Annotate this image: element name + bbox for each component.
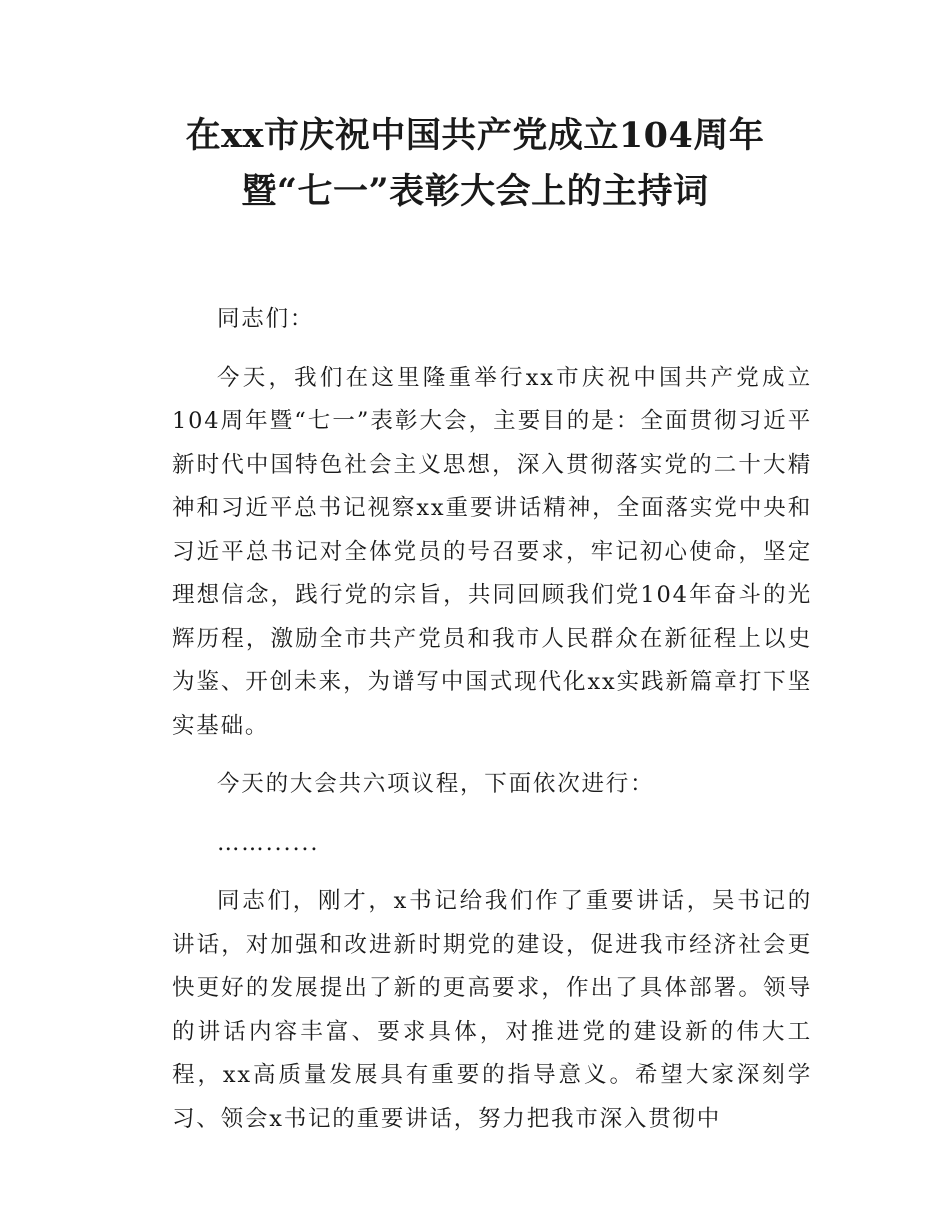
salutation-paragraph: 同志们：	[217, 306, 315, 332]
document-title: 在xx市庆祝中国共产党成立104周年暨“七一”表彰大会上的主持词	[185, 115, 765, 212]
closing-paragraph: 同志们，刚才，x书记给我们作了重要讲话，吴书记的讲话，对加强和改进新时期党的建设，促进我市经济社会更快更好的发展提出了新的更高要求，作出了具体部署。领导的讲话内容丰富、要求具体，对推进党的建设新的伟大工程，xx高质量发展具有重要的指导意义。希望大家深刻学习、领会x书记的重要讲话，努力把我市深入贯彻中	[172, 888, 812, 1132]
opening-paragraph: 今天，我们在这里隆重举行xx市庆祝中国共产党成立104周年暨“七一”表彰大会，主要目的是：全面贯彻习近平新时代中国特色社会主义思想，深入贯彻落实党的二十大精神和习近平总书记视察xx重要讲话精神，全面落实党中央和习近平总书记对全体党员的号召要求，牢记初心使命，坚定理想信念，践行党的宗旨，共同回顾我们党104年奋斗的光辉历程，激励全市共产党员和我市人民群众在新征程上以史为鉴、开创未来，为谱写中国式现代化xx实践新篇章打下坚实基础。	[172, 364, 812, 739]
agenda-paragraph: 今天的大会共六项议程，下面依次进行：	[217, 771, 655, 797]
ellipsis-paragraph: ……......	[217, 829, 320, 856]
document-body	[172, 298, 812, 1156]
